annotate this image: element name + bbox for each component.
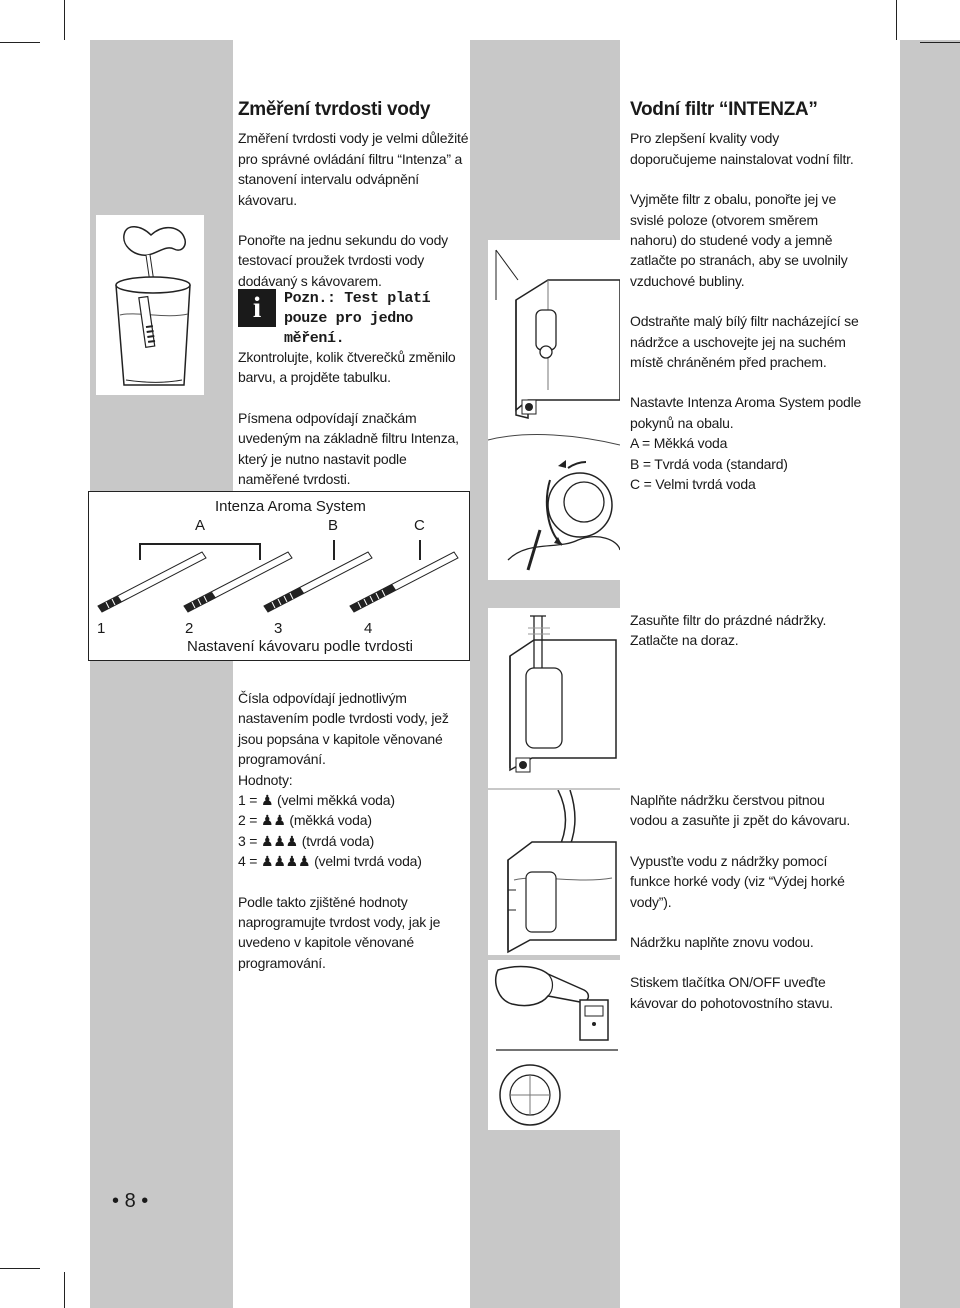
crop-mark — [920, 42, 960, 43]
value-line-3 — [238, 831, 470, 851]
filter-section — [630, 100, 862, 495]
setting-number-3: 3 — [274, 620, 283, 637]
setting-number-4: 4 — [364, 620, 373, 637]
onoff-button-illustration — [488, 960, 620, 1130]
page-number-value: 8 — [124, 1190, 136, 1212]
refill-text — [630, 790, 862, 1013]
value-prefix: 2 = — [238, 812, 258, 829]
section-title: Vodní filtr “INTENZA” — [630, 99, 818, 120]
filter-paragraph: Vyjměte filtr z obalu, ponořte jej ve svislé poloze (otvorem směrem nahoru) do studené vody a jemně zatlačte po stranách, aby se uvolnily vzduchové bubliny. — [630, 191, 848, 289]
values-heading: Hodnoty: — [238, 771, 293, 788]
diagram-letter-c: C — [414, 517, 425, 534]
hardness-marks-icon: ♟♟ — [260, 812, 286, 829]
value-prefix: 1 = — [238, 792, 258, 809]
crop-mark — [64, 0, 65, 40]
filter-tank-illustration — [488, 240, 620, 580]
step-paragraph: Písmena odpovídají značkám uvedeným na základně filtru Intenza, který je nutno nastavit podle naměřené tvrdosti. — [238, 409, 459, 488]
diagram-footer: Nastavení kávovaru podle tvrdosti — [187, 638, 413, 655]
refill-tank-illustration — [488, 790, 620, 955]
filter-paragraph: Naplňte nádržku čerstvou pitnou vodou a zasuňte ji zpět do kávovaru. — [630, 792, 851, 829]
hardness-instructions — [238, 347, 470, 489]
setting-number-2: 2 — [185, 620, 194, 637]
page-number — [112, 1190, 148, 1213]
crop-mark — [64, 1272, 65, 1308]
filter-paragraph: Pro zlepšení kvality vody doporučujeme nainstalovat vodní filtr. — [630, 130, 854, 167]
margin-band-right — [900, 40, 960, 1308]
value-prefix: 3 = — [238, 832, 258, 849]
value-text: (velmi měkká voda) — [277, 792, 395, 809]
insert-filter-text — [630, 610, 862, 651]
setting-a: A = Měkká voda — [630, 435, 728, 452]
setting-c: C = Velmi tvrdá voda — [630, 476, 756, 493]
crop-mark — [0, 42, 40, 43]
test-strips-graphic — [88, 530, 470, 630]
glass-strip-illustration — [96, 215, 204, 395]
step-paragraph: Zkontrolujte, kolik čtverečků změnilo barvu, a projděte tabulku. — [238, 349, 456, 386]
filter-paragraph: Nastavte Intenza Aroma System podle pokynů na obalu. — [630, 394, 862, 431]
hardness-marks-icon: ♟♟♟ — [260, 832, 299, 849]
filter-paragraph: Odstraňte malý bílý filtr nacházející se nádržce a uschovejte jej na suchém místě chráněném před prachem. — [630, 313, 859, 371]
bullet-icon: • — [112, 1190, 120, 1212]
hardness-marks-icon: ♟♟♟♟ — [260, 853, 311, 870]
values-section — [238, 688, 470, 973]
hardness-marks-icon: ♟ — [260, 792, 274, 809]
value-line-4 — [238, 851, 470, 871]
diagram-letter-a: A — [195, 517, 206, 534]
filter-paragraph: Zasuňte filtr do prázdné nádržky. Zatlačte na doraz. — [630, 612, 827, 649]
filter-paragraph: Nádržku naplňte znovu vodou. — [630, 934, 814, 951]
filter-paragraph: Stiskem tlačítka ON/OFF uveďte kávovar do pohotovostního stavu. — [630, 974, 833, 1011]
value-text: (tvrdá voda) — [301, 832, 375, 849]
value-text: (velmi tvrdá voda) — [314, 853, 422, 870]
value-text: (měkká voda) — [289, 812, 372, 829]
info-icon — [238, 289, 276, 327]
values-intro: Čísla odpovídají jednotlivým nastavením podle tvrdosti vody, jež jsou popsána v kapitole věnované programování. — [238, 690, 449, 768]
hardness-section — [238, 100, 470, 291]
value-line-1 — [238, 790, 470, 810]
section-title: Změření tvrdosti vody — [238, 99, 431, 120]
step-paragraph: Ponořte na jednu sekundu do vody testovací proužek tvrdosti vody dodávaný s kávovarem. — [238, 232, 448, 289]
value-prefix: 4 = — [238, 853, 258, 870]
values-outro: Podle takto zjištěné hodnoty naprogramujte tvrdost vody, jak je uvedeno v kapitole věnované programování. — [238, 893, 441, 971]
diagram-header: Intenza Aroma System — [215, 498, 366, 515]
bullet-icon: • — [141, 1190, 149, 1212]
intro-paragraph: Změření tvrdosti vody je velmi důležité pro správné ovládání filtru “Intenza” a stanovení intervalu odvápnění kávovaru. — [238, 130, 469, 208]
filter-insert-illustration — [488, 608, 620, 788]
note-title: Pozn.: Test platí pouze pro jedno měření. — [284, 290, 431, 347]
crop-mark — [0, 1268, 40, 1269]
diagram-letter-b: B — [328, 517, 339, 534]
setting-b: B = Tvrdá voda (standard) — [630, 455, 788, 472]
value-line-2 — [238, 810, 470, 830]
info-icon-letter: i — [252, 291, 262, 324]
setting-number-1: 1 — [97, 620, 106, 637]
crop-mark — [896, 0, 897, 40]
filter-paragraph: Vypusťte vodu z nádržky pomocí funkce horké vody (viz “Výdej horké vody”). — [630, 852, 845, 910]
